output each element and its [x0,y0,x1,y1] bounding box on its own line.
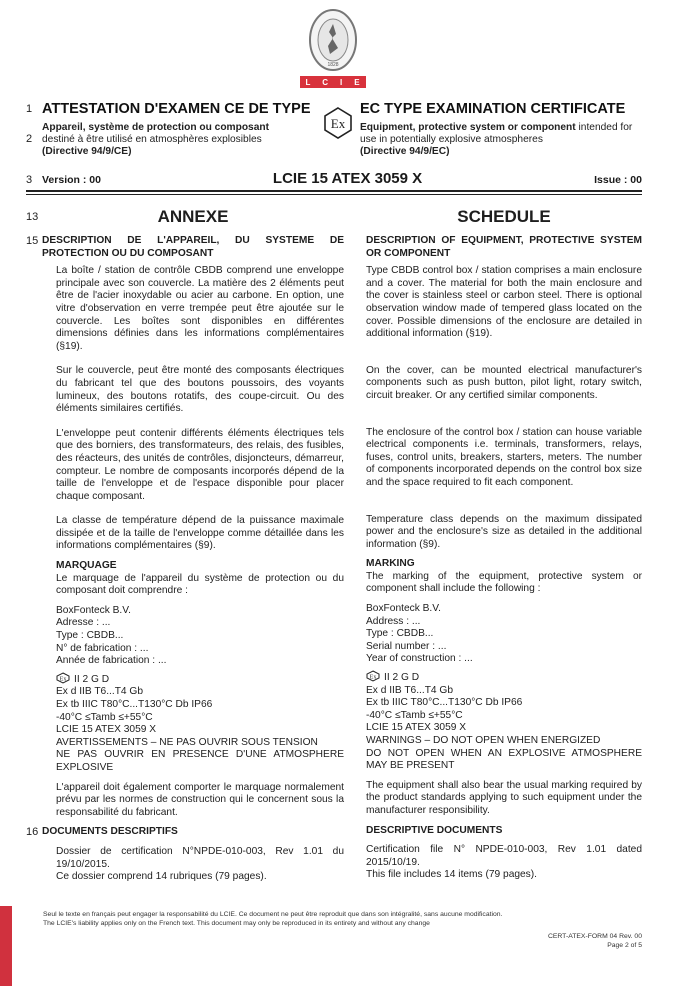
logo-letter: L [305,77,312,87]
header-divider-thin [26,194,642,195]
certificate-header [26,100,642,158]
en-directive: (Directive 94/9/EC) [360,146,450,157]
fr-paragraph-3: L'enveloppe peut contenir différents éléments électriques tels que des borniers, des transformateurs, des relais, des fusibles, des réacteurs, des unités de contrôles, disjoncteurs, démarreur, compteur. Le nombre de composants incorporés dépend de la taille de l'enveloppe et de l'espace disponible pour placer chaque composant. [56,427,344,502]
footer-line-en: The LCIE's liability applies only on the French text. This document may only be reproduced in its entirety and without any change [43,919,430,927]
brand-strip [0,906,12,986]
line-number: 13 [26,211,39,223]
en-paragraph-5: The equipment shall also bear the usual marking required by the product standards applying to such equipment under the manufacturer responsibility. [366,779,642,816]
logo-letter: C [322,77,330,87]
marking-line: Address : ... [366,615,421,627]
fr-docs-heading: DOCUMENTS DESCRIPTIFS [42,826,178,838]
fr-paragraph-4: La classe de température dépend de la puissance maximale dissipée et de la taille de l'enveloppe comme détaillée dans les informations complémentaires (§9). [56,515,344,552]
fr-description-heading: DESCRIPTION DE L'APPAREIL, DU SYSTEME DE PROTECTION OU DU COMPOSANT [42,235,344,259]
lcie-logo [294,8,374,90]
issue-label: Issue : 00 [594,174,642,186]
fr-marking-heading: MARQUAGE [56,560,117,572]
footer-form-ref [43,932,642,950]
en-marking-heading: MARKING [366,558,415,570]
fr-paragraph-1: La boîte / station de contrôle CBDB comprend une enveloppe principale avec son couvercle. La matière des 2 éléments peut être de l'acier inoxydable ou acier au carbone. En option, une vitre d'observation en verre trempée peut être ajoutée sur le couvercle. Les boîtes sont disponibles en différentes dimensions définies dans les informations complémentaires (§19). [56,265,344,352]
page-number: Page 2 of 5 [607,941,642,949]
marking-warning: NE PAS OUVRIR EN PRESENCE D'UNE ATMOSPHERE EXPLOSIVE [56,749,344,773]
fr-description-text [42,265,344,819]
annex-columns [26,207,642,884]
marking-line: Year of construction : ... [366,653,473,665]
ex-group: II 2 G D [384,672,420,684]
en-ex-group-line [366,670,642,685]
fr-marking-list-b [56,686,344,774]
fr-directive: (Directive 94/9/CE) [42,146,132,157]
marking-line: Adresse : ... [56,617,111,629]
fr-certificate-title: ATTESTATION D'EXAMEN CE DE TYPE [42,101,311,117]
en-paragraph-2: On the cover, can be mounted electrical manufacturer's components such as push button, pilot light, rotary switch, circuit breaker. Or any certified similar components. [366,364,642,401]
marking-line: Ex tb IIIC T80°C...T130°C Db IP66 [366,697,523,709]
marking-line: N° de fabrication : ... [56,642,149,654]
footer-disclaimer [43,910,642,928]
schedule-heading: SCHEDULE [457,207,551,226]
marking-line: Ex d IIB T6...T4 Gb [366,684,454,696]
marking-line: Ex d IIB T6...T4 Gb [56,686,144,698]
en-subtitle [360,122,642,158]
en-subtitle-rest: intended for use in potentially explosive atmospheres [360,122,633,145]
line-number: 15 [26,235,39,247]
marking-line: Année de fabrication : ... [56,655,167,667]
en-column-body [366,235,642,882]
fr-header-text [42,100,316,158]
ex-group: II 2 G D [74,673,110,685]
marking-line: -40°C ≤Tamb ≤+55°C [366,709,463,721]
en-marking-list-b [366,685,642,773]
en-marking-intro: The marking of the equipment, protective system or component shall include the following : [366,570,642,595]
fr-subtitle-bold: Appareil, système de protection ou composant [42,122,270,133]
marking-line: WARNINGS – DO NOT OPEN WHEN ENERGIZED [366,735,601,746]
marking-line: -40°C ≤Tamb ≤+55°C [56,711,153,723]
marking-line: LCIE 15 ATEX 3059 X [366,722,467,734]
ex-symbol-text: Ex [330,116,346,131]
fr-marking-list-a [56,605,344,668]
annex-heading: ANNEXE [157,207,229,226]
fr-docs-paragraph-2: Ce dossier comprend 14 rubriques (79 pages). [56,871,267,883]
footer-line-fr: Seul le texte en français peut engager la responsabilité du LCIE. Ce document ne peut être reproduit que dans son intégralité, sans aucune modification. [43,910,503,918]
en-marking-list-a [366,603,642,666]
en-docs-paragraph-2: This file includes 14 items (79 pages). [366,869,538,881]
fr-docs-body [42,826,344,883]
header-line-numbers [26,100,42,158]
en-column [366,207,642,884]
ex-marking-icon [366,670,380,682]
fr-column [26,207,344,884]
fr-subtitle [42,122,316,158]
header-divider [26,190,642,192]
lcie-brand-bar [300,76,366,88]
en-subtitle-bold: Equipment, protective system or component [360,122,576,133]
fr-subtitle-rest: destiné à être utilisé en atmosphères explosibles [42,134,262,145]
bureau-veritas-seal-icon [308,8,358,72]
fr-column-body [42,235,344,819]
logo-year: 1828 [327,62,339,68]
en-paragraph-1: Type CBDB control box / station comprises a main enclosure and a cover. The material for both the main enclosure and the cover is stainless steel or carbon steel. There is optional observation window made of tempered glass located on the cover. Possible dimensions of the enclosure are detailed in additional information (§19). [366,265,642,340]
logo-letter: I [340,77,344,87]
fr-description-row [26,235,344,819]
fr-paragraph-5: L'appareil doit également comporter le marquage normalement prévu par les normes de construction qui le concernent sous la responsabilité du fabricant. [56,781,344,818]
en-docs-heading: DESCRIPTIVE DOCUMENTS [366,824,503,836]
line-number: 2 [26,133,33,145]
certificate-number: LCIE 15 ATEX 3059 X [272,170,423,187]
fr-docs-text [42,846,344,884]
fr-docs-row [26,826,344,883]
marking-line: Type : CBDB... [366,628,434,640]
en-header [360,100,642,158]
marking-line: BoxFonteck B.V. [366,603,441,615]
ex-marking-icon [56,672,70,684]
line-number: 16 [26,826,39,839]
en-paragraph-3: The enclosure of the control box / station can house variable electrical components i.e. terminals, transformers, relays, fuses, control units, breakers, starters, meters. The number of components incorporated depends on the control box size and the space required to fit each component. [366,426,642,488]
line-number: 1 [26,103,33,115]
fr-docs-paragraph-1: Dossier de certification N°NPDE-010-003, Rev 1.01 du 19/10/2015. [56,845,344,870]
fr-marking-intro: Le marquage de l'appareil du système de protection ou du composant doit comprendre : [56,572,344,597]
form-reference: CERT-ATEX-FORM 04 Rev. 00 [547,932,642,940]
fr-ex-group-line [56,672,344,687]
marking-line: AVERTISSEMENTS – NE PAS OUVRIR SOUS TENSION [56,736,318,748]
ex-atex-hexagon-icon [323,106,353,140]
en-certificate-title: EC TYPE EXAMINATION CERTIFICATE [360,101,626,117]
annex-heading-row [26,207,344,227]
fr-paragraph-2: Sur le couvercle, peut être monté des composants électriques du fabricant tel que des boutons poussoirs, des voyants lumineux, des boutons rotatifs, des coupe-circuit. Ou des éléments similaires certifiés. [56,365,344,415]
marking-line: Ex tb IIIC T80°C...T130°C Db IP66 [56,699,213,710]
fr-header [26,100,316,158]
en-description-heading: DESCRIPTION OF EQUIPMENT, PROTECTIVE SYSTEM OR COMPONENT [366,235,642,259]
marking-warning: DO NOT OPEN WHEN AN EXPLOSIVE ATMOSPHERE MAY BE PRESENT [366,747,642,772]
page-footer [26,910,642,980]
logo-letter: E [354,77,361,87]
line-number: 3 [26,174,33,186]
marking-line: LCIE 15 ATEX 3059 X [56,724,157,736]
ex-marking-text: Ex [369,674,377,681]
marking-line: BoxFonteck B.V. [56,604,131,616]
version-row [26,170,642,187]
en-paragraph-4: Temperature class depends on the maximum dissipated power and the enclosure's size as detailed in the additional information (§9). [366,513,642,550]
marking-line: Type : CBDB... [56,630,124,642]
ex-symbol-wrap [316,100,360,140]
marking-line: Serial number : ... [366,640,447,652]
en-docs-paragraph-1: Certification file N° NPDE-010-003, Rev 1.01 dated 2015/10/19. [366,844,642,868]
version-label: Version : 00 [42,174,101,186]
ex-marking-text: Ex [59,676,67,683]
